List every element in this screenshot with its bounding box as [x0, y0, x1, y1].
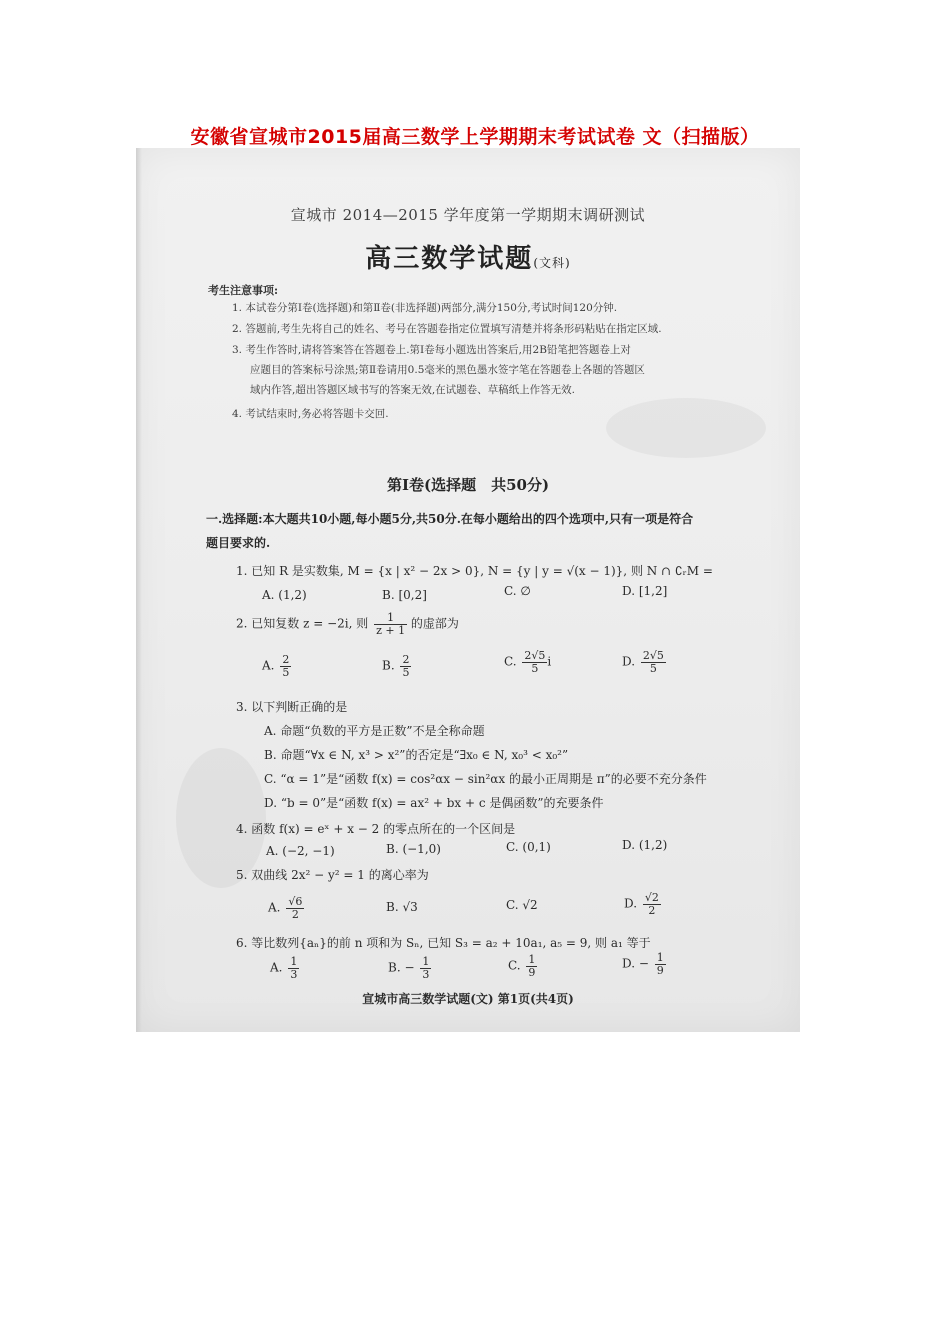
option-fraction	[655, 952, 666, 976]
document-title: 安徽省宣城市2015届高三数学上学期期末考试试卷 文（扫描版）	[190, 126, 760, 148]
fraction-denominator: 2	[648, 903, 656, 917]
question-2-stem	[236, 612, 459, 636]
question-6-stem: 6. 等比数列{aₙ}的前 n 项和为 Sₙ, 已知 S₃ = a₂ + 10a₁, a₅ = 9, 则 a₁ 等于	[236, 936, 651, 950]
exam-title	[136, 238, 800, 275]
question-1-stem: 1. 已知 R 是实数集, M = {x | x² − 2x > 0}, N = {y | y = √(x − 1)}, 则 N ∩ ∁ᵣM =	[236, 564, 713, 578]
option-fraction	[400, 654, 411, 678]
scanned-exam-page	[136, 148, 800, 1032]
option-sign: −	[638, 956, 649, 971]
option-fraction	[641, 650, 666, 674]
question-2-option-d	[622, 650, 666, 674]
exam-title-main: 高三数学试题	[365, 244, 534, 274]
option-label: D.	[622, 654, 636, 669]
option-label: A.	[268, 900, 281, 915]
option-fraction	[420, 956, 431, 980]
question-4-option: C. (0,1)	[506, 840, 551, 854]
question-5-option-d	[624, 892, 661, 916]
fraction-numerator: 1	[374, 612, 407, 625]
exam-subtitle: (文科)	[533, 256, 571, 270]
notice-line: 应题目的答案标号涂黑;第Ⅱ卷请用0.5毫米的黑色墨水签字笔在答题卷上各题的答题区	[250, 364, 645, 376]
question-3-option: A. 命题“负数的平方是正数”不是全称命题	[264, 724, 485, 738]
fraction-numerator: 1	[290, 955, 298, 968]
option-label: B.	[386, 900, 399, 914]
fraction-numerator: 1	[528, 953, 536, 966]
fraction-numerator: 1	[422, 955, 430, 968]
scan-edge-shadow	[136, 148, 142, 1032]
notice-heading: 考生注意事项:	[208, 284, 279, 297]
question-4-option: A. (−2, −1)	[266, 844, 335, 858]
instruction-line: 题目要求的.	[206, 536, 271, 550]
option-label: A.	[270, 960, 283, 975]
option-label: A.	[262, 658, 275, 673]
question-4-stem: 4. 函数 f(x) = eˣ + x − 2 的零点所在的一个区间是	[236, 822, 516, 836]
question-5-stem: 5. 双曲线 2x² − y² = 1 的离心率为	[236, 868, 429, 882]
question-3-option: C. “α = 1”是“函数 f(x) = cos²αx − sin²αx 的最小正周期是 π”的必要不充分条件	[264, 772, 707, 786]
option-label: C.	[506, 898, 519, 912]
option-fraction	[280, 654, 291, 678]
fraction-denominator: 2	[291, 907, 299, 921]
question-3-option: B. 命题“∀x ∈ N, x³ > x²”的否定是“∃x₀ ∈ N, x₀³ < x₀²”	[264, 748, 569, 762]
fraction-denominator: 9	[528, 965, 536, 979]
fraction-denominator: 5	[531, 661, 539, 675]
fraction-numerator: 1	[656, 951, 664, 964]
option-value: √2	[522, 898, 538, 912]
notice-line: 4. 考试结束时,务必将答题卡交回.	[232, 408, 389, 420]
exam-header: 宣城市 2014—2015 学年度第一学期期末调研测试	[290, 206, 646, 224]
fraction-denominator: z + 1	[376, 623, 406, 637]
notice-line: 2. 答题前,考生先将自己的姓名、考号在答题卷指定位置填写清楚并将条形码粘贴在指定区域.	[232, 323, 662, 335]
question-6-option-a	[270, 956, 299, 980]
question-3-option: D. “b = 0”是“函数 f(x) = ax² + bx + c 是偶函数”的充要条件	[264, 796, 604, 810]
option-label: D.	[624, 896, 638, 911]
option-label: C.	[508, 958, 521, 973]
question-1-option: B. [0,2]	[382, 588, 427, 602]
question-2-fraction	[374, 612, 407, 636]
option-fraction	[288, 956, 299, 980]
fraction-numerator: 2	[282, 653, 290, 666]
fraction-numerator: √6	[288, 895, 303, 908]
option-fraction	[526, 954, 537, 978]
option-fraction	[643, 892, 661, 916]
question-2-option-c	[504, 650, 551, 674]
option-label: B.	[388, 960, 401, 975]
question-3-stem: 3. 以下判断正确的是	[236, 700, 348, 714]
question-5-option-c	[506, 898, 538, 912]
option-value: √3	[402, 900, 418, 914]
fraction-denominator: 9	[656, 963, 664, 977]
question-6-option-b	[388, 956, 431, 980]
question-1-option: A. (1,2)	[262, 588, 307, 602]
question-1-option: D. [1,2]	[622, 584, 668, 598]
option-label: C.	[504, 654, 517, 669]
question-4-option: B. (−1,0)	[386, 842, 441, 856]
question-5-option-a	[268, 896, 304, 920]
fraction-numerator: 2	[402, 653, 410, 666]
fraction-denominator: 5	[402, 665, 410, 679]
fraction-denominator: 3	[422, 967, 430, 981]
instruction-line: 一.选择题:本大题共10小题,每小题5分,共50分.在每小题给出的四个选项中,只有一项是符合	[206, 512, 694, 526]
option-label: B.	[382, 658, 395, 673]
fraction-numerator: 2√5	[642, 649, 664, 662]
fraction-numerator: 2√5	[524, 649, 546, 662]
fraction-numerator: √2	[644, 891, 659, 904]
notice-line: 域内作答,超出答题区域书写的答案无效,在试题卷、草稿纸上作答无效.	[250, 384, 576, 396]
question-6-option-d	[622, 952, 666, 976]
notice-line: 3. 考生作答时,请将答案答在答题卷上.第Ⅰ卷每小题选出答案后,用2B铅笔把答题卷上对	[232, 344, 631, 356]
option-fraction	[286, 896, 304, 920]
question-4-option: D. (1,2)	[622, 838, 668, 852]
notice-line: 1. 本试卷分第Ⅰ卷(选择题)和第Ⅱ卷(非选择题)两部分,满分150分,考试时间120分钟.	[232, 302, 618, 314]
option-sign: −	[404, 960, 415, 975]
question-2-stem-start: 2. 已知复数 z = −2i, 则	[236, 616, 369, 631]
fraction-denominator: 5	[649, 661, 657, 675]
scan-smudge	[606, 398, 766, 458]
question-2-option-a	[262, 654, 291, 678]
page-footer: 宣城市高三数学试题(文) 第1页(共4页)	[362, 992, 574, 1006]
fraction-denominator: 5	[282, 665, 290, 679]
question-5-option-b	[386, 900, 418, 914]
option-label: D.	[622, 956, 636, 971]
option-fraction	[522, 650, 547, 674]
question-2-option-b	[382, 654, 411, 678]
question-2-stem-end: 的虚部为	[410, 616, 459, 631]
question-6-option-c	[508, 954, 537, 978]
question-1-option: C. ∅	[504, 584, 531, 598]
fraction-denominator: 3	[290, 967, 298, 981]
option-suffix: i	[547, 654, 552, 669]
section-title: 第Ⅰ卷(选择题 共50分)	[386, 476, 550, 494]
